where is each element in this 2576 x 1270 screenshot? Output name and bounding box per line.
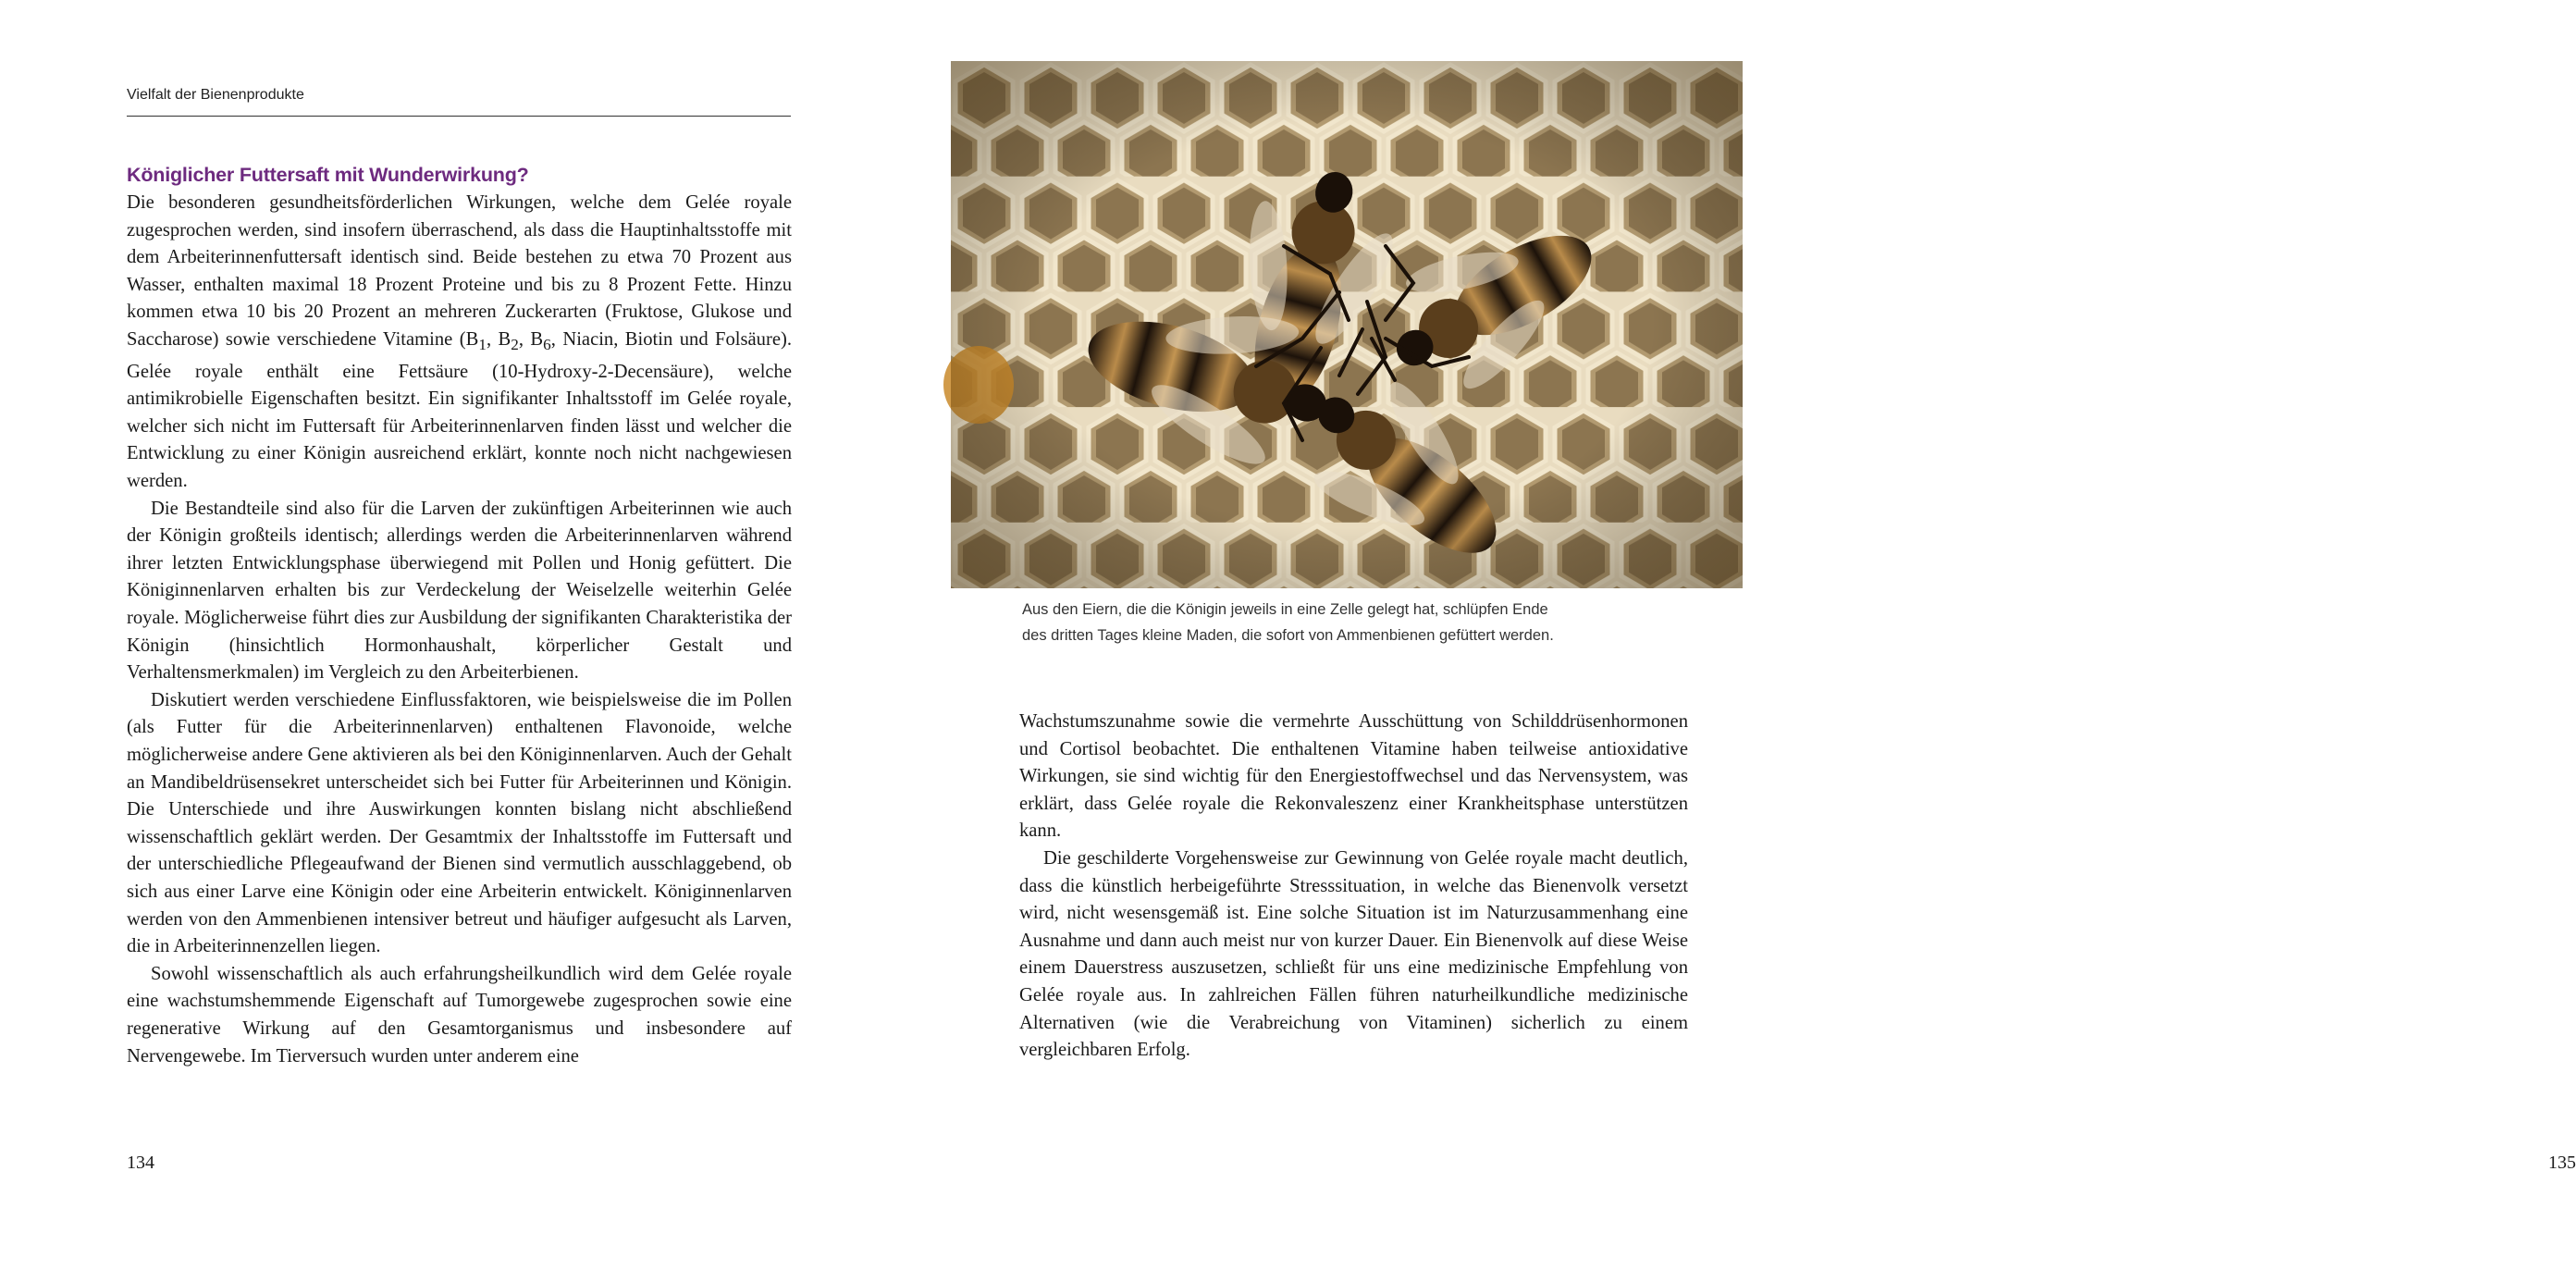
header-rule xyxy=(127,116,791,117)
subscript: 2 xyxy=(511,336,519,354)
caption-line: des dritten Tages kleine Maden, die sofort von Ammenbienen gefüttert werden. xyxy=(1022,627,1554,644)
left-paragraph-1 xyxy=(127,190,792,496)
text-run: , B xyxy=(486,328,512,350)
subscript: 1 xyxy=(478,336,487,354)
left-paragraph-2: Die Bestandteile sind also für die Larven der zukünftigen Arbeiterinnen wie auch der Königin großteils identisch; allerdings werden die Arbeiterinnenlarven während ihrer letzten Entwicklungsphase überwiegend mit Pollen und Honig gefüttert. Die Königinnenlarven erhalten bis zur Verdeckelung der Weiselzelle weiterhin Gelée royale. Möglicherweise führt dies zur Ausbildung der signifikanten Charakteristika der Königin (hinsichtlich Hormonhaushalt, körperlicher Gestalt und Verhaltensmerkmalen) im Vergleich zu den Arbeiterbienen. xyxy=(127,498,792,684)
left-paragraph-3: Diskutiert werden verschiedene Einflussfaktoren, wie beispielsweise die im Pollen (als Futter für die Arbeiterinnenlarven) enthaltenen Flavonoide, welche möglicherweise andere Gene aktivieren als bei den Königinnenlarven. Auch der Gehalt an Mandibeldrüsensekret unterscheidet sich bei Futter für Arbeiterinnen und Königin. Die Unterschiede und ihre Auswirkungen konnten bislang nicht abschließend wissenschaftlich geklärt werden. Der Gesamtmix der Inhaltsstoffe im Futtersaft und der unterschiedliche Pflegeaufwand der Bienen sind vermutlich ausschlaggebend, ob sich aus einer Larve eine Königin oder eine Arbeiterin entwickelt. Königinnenlarven werden von den Ammenbienen intensiver betreut und häufiger aufgesucht als Larven, die in Arbeiterinnenzellen liegen. xyxy=(127,689,792,957)
page-number-right: 135 xyxy=(2548,1153,2576,1173)
page-number-left: 134 xyxy=(127,1153,154,1173)
right-paragraph-1: Wachstumszunahme sowie die vermehrte Ausschüttung von Schilddrüsenhormonen und Cortisol beobachtet. Die enthaltenen Vitamine haben teilweise antioxidative Wirkungen, sie sind wichtig für den Energiestoffwechsel und das Nervensystem, was erklärt, dass Gelée royale die Rekonvaleszenz einer Krankheitsphase unterstützen kann. xyxy=(1019,711,1688,842)
text-run: , B xyxy=(518,328,544,350)
left-page xyxy=(0,0,898,1270)
right-paragraph-2: Die geschilderte Vorgehensweise zur Gewinnung von Gelée royale macht deutlich, dass die künstlich herbeigeführte Stresssituation, in welche das Bienenvolk versetzt wird, nicht wesensgemäß ist. Eine solche Situation ist im Naturzusammenhang eine Ausnahme und dann auch meist nur von kurzer Dauer. Ein Bienenvolk auf diese Weise einem Dauerstress auszusetzen, schließt für uns eine medizinische Empfehlung von Gelée royale aus. In zahlreichen Fällen führen naturheilkundliche medizinische Alternativen (wie die Verabreichung von Vitaminen) sicherlich zu einem vergleichbaren Erfolg. xyxy=(1019,847,1688,1061)
caption-line: Aus den Eiern, die die Königin jeweils in eine Zelle gelegt hat, schlüpfen Ende xyxy=(1022,601,1548,618)
right-body-text xyxy=(1019,709,1688,1065)
running-head: Vielfalt der Bienenprodukte xyxy=(127,87,304,103)
right-page xyxy=(898,0,2576,1270)
section-heading: Königlicher Futtersaft mit Wunderwirkung? xyxy=(127,164,529,186)
subscript: 6 xyxy=(543,336,551,354)
left-paragraph-4: Sowohl wissenschaftlich als auch erfahrungsheilkundlich wird dem Gelée royale eine wachstumshemmende Eigenschaft auf Tumorgewebe zugesprochen sowie eine regenerative Wirkung auf den Gesamtorganismus und insbesondere auf Nervengewebe. Im Tierversuch wurden unter anderem eine xyxy=(127,963,792,1067)
text-run: Die besonderen gesundheitsförderlichen Wirkungen, welche dem Gelée royale zugesprochen werden, sind insofern überraschend, als dass die Hauptinhaltsstoffe mit dem Arbeiterinnenfuttersaft identisch sind. Beide bestehen zu etwa 70 Prozent aus Wasser, enthalten maximal 18 Prozent Proteine und bis zu 8 Prozent Fette. Hinzu kommen etwa 10 bis 20 Prozent an mehreren Zuckerarten (Fruktose, Glukose und Saccharose) sowie verschiedene Vitamine (B xyxy=(127,192,792,350)
text-run: , Niacin, Biotin und Folsäure). Gelée royale enthält eine Fettsäure (10-Hydroxy-2-Decensäure), welche antimikrobielle Eigenschaften besitzt. Ein signifikanter Inhaltsstoff im Gelée royale, welcher sich nicht im Futtersaft für Arbeiterinnenlarven finden lässt und welcher die Entwicklung zu einer Königin ausreichend erklärt, konnte noch nicht nachgewiesen werden. xyxy=(127,328,792,492)
left-body-text xyxy=(127,190,792,1070)
